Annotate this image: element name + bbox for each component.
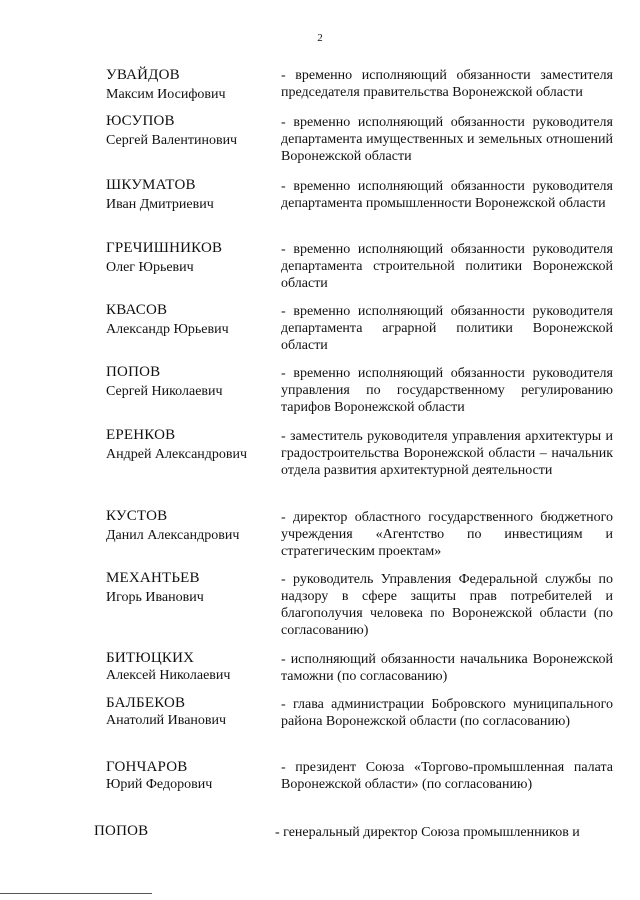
member-surname: ПОПОВ [106,364,161,380]
member-surname: МЕХАНТЬЕВ [106,570,200,586]
member-surname: ГОНЧАРОВ [106,759,188,775]
member-given-name: Олег Юрьевич [106,260,194,275]
member-role: - временно исполняющий обязанности руководителя управления по государственному регулированию тарифов Воронежской области [281,366,613,415]
member-role: - глава администрации Бобровского муниципального района Воронежской области (по согласованию) [281,697,613,729]
member-surname: УВАЙДОВ [106,67,180,83]
member-role: - президент Союза «Торгово-промышленная палата Воронежской области» (по согласованию) [281,760,613,792]
member-role: - временно исполняющий обязанности руководителя департамента строительной политики Воронежской области [281,242,613,291]
member-given-name: Данил Александрович [106,528,240,543]
member-given-name: Максим Иосифович [106,87,226,102]
member-role: - исполняющий обязанности начальника Воронежской таможни (по согласованию) [281,652,613,684]
member-surname: ПОПОВ [94,823,149,839]
member-given-name: Сергей Валентинович [106,133,238,148]
member-given-name: Игорь Иванович [106,590,204,605]
member-surname: ЮСУПОВ [106,113,175,129]
footer-divider [0,893,152,894]
member-role: - заместитель руководителя управления архитектуры и градостроительства Воронежской области – начальник отдела развития архитектурной деятельности [281,429,613,478]
member-given-name: Андрей Александрович [106,447,248,462]
member-role: - временно исполняющий обязанности заместителя председателя правительства Воронежской области [281,68,613,100]
member-surname: ГРЕЧИШНИКОВ [106,240,223,256]
member-surname: БИТЮЦКИХ [106,650,195,666]
member-surname: КУСТОВ [106,508,168,524]
member-given-name: Анатолий Иванович [106,713,227,728]
member-surname: БАЛБЕКОВ [106,695,186,711]
member-role: - временно исполняющий обязанности руководителя департамента аграрной политики Воронежской области [281,304,613,353]
member-role: - директор областного государственного бюджетного учреждения «Агентство по инвестициям и стратегическим проектам» [281,510,613,559]
member-given-name: Иван Дмитриевич [106,197,214,212]
page-number: 2 [317,32,323,44]
member-surname: ЕРЕНКОВ [106,427,176,443]
member-given-name: Юрий Федорович [106,777,213,792]
member-role: - руководитель Управления Федеральной службы по надзору в сфере защиты прав потребителей и благополучия человека по Воронежской области (по согласованию) [281,572,613,638]
member-surname: КВАСОВ [106,302,168,318]
member-role: - временно исполняющий обязанности руководителя департамента промышленности Воронежской области [281,179,613,211]
member-given-name: Александр Юрьевич [106,322,229,337]
member-surname: ШКУМАТОВ [106,177,196,193]
member-role: - временно исполняющий обязанности руководителя департамента имущественных и земельных отношений Воронежской области [281,115,613,164]
member-given-name: Алексей Николаевич [106,668,231,683]
member-given-name: Сергей Николаевич [106,384,223,399]
member-role: - генеральный директор Союза промышленников и [275,825,580,840]
